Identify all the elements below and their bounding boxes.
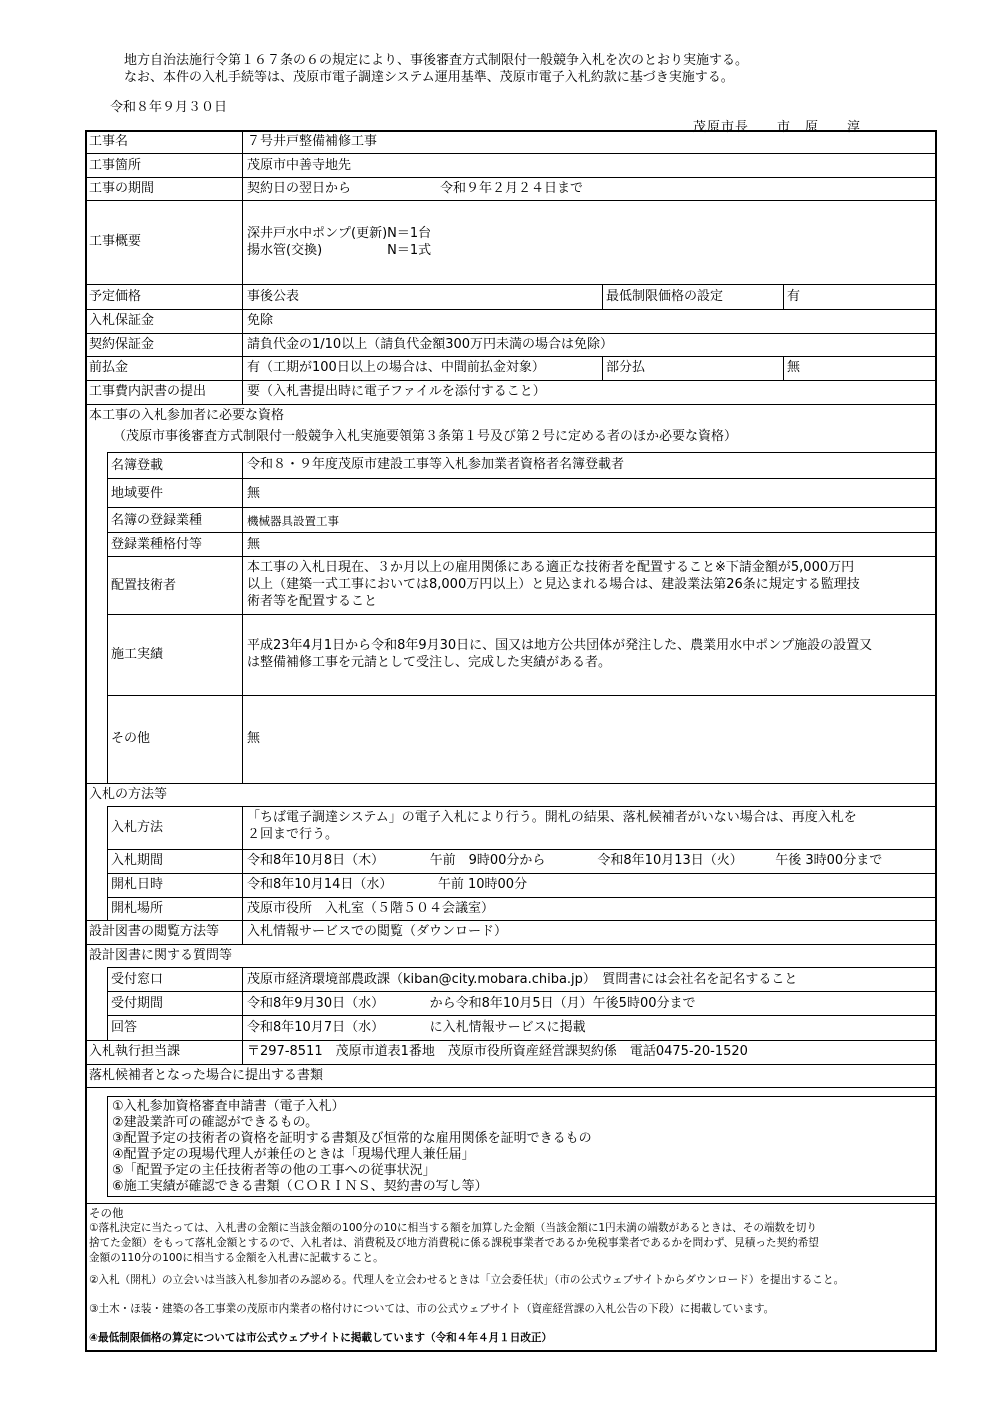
value-min-price: 有 [787,289,801,304]
doc-item: ③配置予定の技術者の資格を証明する書類及び恒常的な雇用関係を証明できるもの [112,1131,592,1146]
qual-title: 本工事の入札参加者に必要な資格 [89,408,285,423]
value-engineer-1: 本工事の入札日現在、３か月以上の雇用関係にある適正な技術者を配置すること※下請金額が5,000万円 [247,560,855,575]
label-cost-breakdown: 工事費内訳書の提出 [89,384,207,399]
value-qual-other: 無 [247,731,261,746]
value-q-answer: 令和8年10月7日（水） に入札情報サービスに掲載 [247,1020,586,1035]
value-engineer-2: 以上（建築一式工事においては8,000万円以上）と見込まれる場合は、建設業法第26条に規定する監理技 [247,577,860,592]
label-category: 名簿の登録業種 [111,513,203,528]
label-q-period: 受付期間 [111,996,164,1011]
value-engineer-3: 術者等を配置すること [247,594,378,609]
mayor-name: 茂原市長 市 原 淳 [693,120,862,135]
label-registry: 名簿登載 [111,458,164,473]
value-bid-method-1: 「ちば電子調達システム」の電子入札により行う。開札の結果、落札候補者がいない場合は、再度入札を [247,810,857,825]
label-engineer: 配置技術者 [111,578,177,593]
label-price: 予定価格 [89,289,142,304]
label-min-price: 最低制限価格の設定 [606,289,724,304]
docs-title: 落札候補者となった場合に提出する書類 [89,1068,324,1083]
label-officer: 入札執行担当課 [89,1044,181,1059]
questions-title: 設計図書に関する質問等 [89,948,233,963]
doc-item: ⑥施工実績が確認できる書類（ＣＯＲＩＮＳ、契約書の写し等） [112,1179,488,1194]
value-design-view: 入札情報サービスでの閲覧（ダウンロード） [247,924,508,939]
value-bid-bond: 免除 [247,313,274,328]
label-open-place: 開札場所 [111,901,164,916]
label-design-view: 設計図書の閲覧方法等 [89,924,220,939]
value-cost-breakdown: 要（入札書提出時に電子ファイルを添付すること） [247,384,546,399]
label-bid-bond: 入札保証金 [89,313,155,328]
value-work-summary-1: 深井戸水中ポンプ(更新)N＝1台 [247,226,432,241]
label-q-answer: 回答 [111,1020,138,1035]
label-region: 地域要件 [111,486,164,501]
value-bid-method-2: ２回まで行う。 [247,827,339,842]
label-open-date: 開札日時 [111,877,164,892]
label-bid-period: 入札期間 [111,853,164,868]
intro-line-1: 地方自治法施行令第１６７条の６の規定により、事後審査方式制限付一般競争入札を次のとおり実施する。 [124,53,749,68]
intro-text [124,52,748,86]
other-note-1-line-1: ①落札決定に当たっては、入札書の金額に当該金額の100分の10に相当する額を加算した金額（当該金額に1円未満の端数があるときは、その端数を切り [89,1222,817,1234]
value-work-name: ７号井戸整備補修工事 [247,134,378,149]
label-contract-bond: 契約保証金 [89,337,155,352]
value-partial-payment: 無 [787,360,801,375]
other-note-3: ③土木・ほ装・建築の各工事業の茂原市内業者の格付けについては、市の公式ウェブサイト（資産経営課の入札公告の下段）に掲載しています。 [89,1303,775,1315]
value-work-period-start: 契約日の翌日から [247,181,352,196]
value-q-period: 令和8年9月30日（水） から令和8年10月5日（月）午後5時00分まで [247,996,696,1011]
notice-date: 令和８年９月３０日 [110,100,228,115]
label-advance: 前払金 [89,360,129,375]
label-grade: 登録業種格付等 [111,537,203,552]
doc-item: ①入札参加資格審査申請書（電子入札） [112,1099,345,1114]
other-note-4: ④最低制限価格の算定については市公式ウェブサイトに掲載しています（令和４年４月１日改正） [89,1332,553,1344]
label-bid-method: 入札方法 [111,820,164,835]
value-work-place: 茂原市中善寺地先 [247,158,352,173]
label-work-name: 工事名 [89,134,129,149]
value-record-1: 平成23年4月1日から令和8年9月30日に、国又は地方公共団体が発注した、農業用水中ポンプ施設の設置又 [247,638,873,653]
value-advance: 有（工期が100日以上の場合は、中間前払金対象） [247,360,545,375]
other-note-1-line-3: 金額の110分の100に相当する金額を入札書に記載すること。 [89,1252,384,1264]
label-work-place: 工事箇所 [89,158,142,173]
value-open-date: 令和8年10月14日（水） 午前 10時00分 [247,877,528,892]
label-q-desk: 受付窓口 [111,972,164,987]
other-note-1-line-2: 捨てた金額）をもって落札金額とするので、入札者は、消費税及び地方消費税に係る課税事業者であるか免税事業者であるかを問わず、見積った契約希望 [89,1237,819,1249]
label-record: 施工実績 [111,647,164,662]
other-note-2: ②入札（開札）の立会いは当該入札参加者のみ認める。代理人を立会わせるときは「立会委任状」（市の公式ウェブサイトからダウンロード）を提出すること。 [89,1274,845,1286]
value-category: 機械器具設置工事 [247,514,339,528]
other-title: その他 [89,1206,124,1220]
qual-subtitle: （茂原市事後審査方式制限付一般競争入札実施要領第３条第１号及び第２号に定める者のほか必要な資格） [113,429,738,444]
value-record-2: は整備補修工事を元請として受注し、完成した実績がある者。 [247,655,612,670]
label-partial-payment: 部分払 [606,360,646,375]
value-contract-bond: 請負代金の1/10以上（請負代金額300万円未満の場合は免除） [247,337,614,352]
value-region: 無 [247,486,261,501]
doc-item: ⑤「配置予定の主任技術者等の他の工事への従事状況」 [112,1163,436,1178]
doc-item: ②建設業許可の確認ができるもの。 [112,1115,319,1130]
label-qual-other: その他 [111,731,151,746]
label-work-summary: 工事概要 [89,234,142,249]
label-work-period: 工事の期間 [89,181,155,196]
intro-line-2: なお、本件の入札手続等は、茂原市電子調達システム運用基準、茂原市電子入札約款に基づき実施する。 [124,70,734,85]
value-q-desk: 茂原市経済環境部農政課（kiban@city.mobara.chiba.jp） 質問書には会社名を記名すること [247,972,798,987]
value-officer: 〒297-8511 茂原市道表1番地 茂原市役所資産経営課契約係 電話0475-20-1520 [247,1044,748,1059]
value-price: 事後公表 [247,289,300,304]
value-work-period-end: 令和９年２月２４日まで [440,181,584,196]
value-registry: 令和８・９年度茂原市建設工事等入札参加業者資格者名簿登載者 [247,457,625,472]
value-work-summary-2: 揚水管(交換) N＝1式 [247,243,432,258]
value-bid-period: 令和8年10月8日（木） 午前 9時00分から 令和8年10月13日（火） 午後 3時00分まで [247,853,883,868]
method-title: 入札の方法等 [89,787,168,802]
doc-item: ④配置予定の現場代理人が兼任のときは「現場代理人兼任届」 [112,1147,475,1162]
value-grade: 無 [247,537,261,552]
value-open-place: 茂原市役所 入札室（５階５０４会議室） [247,901,495,916]
